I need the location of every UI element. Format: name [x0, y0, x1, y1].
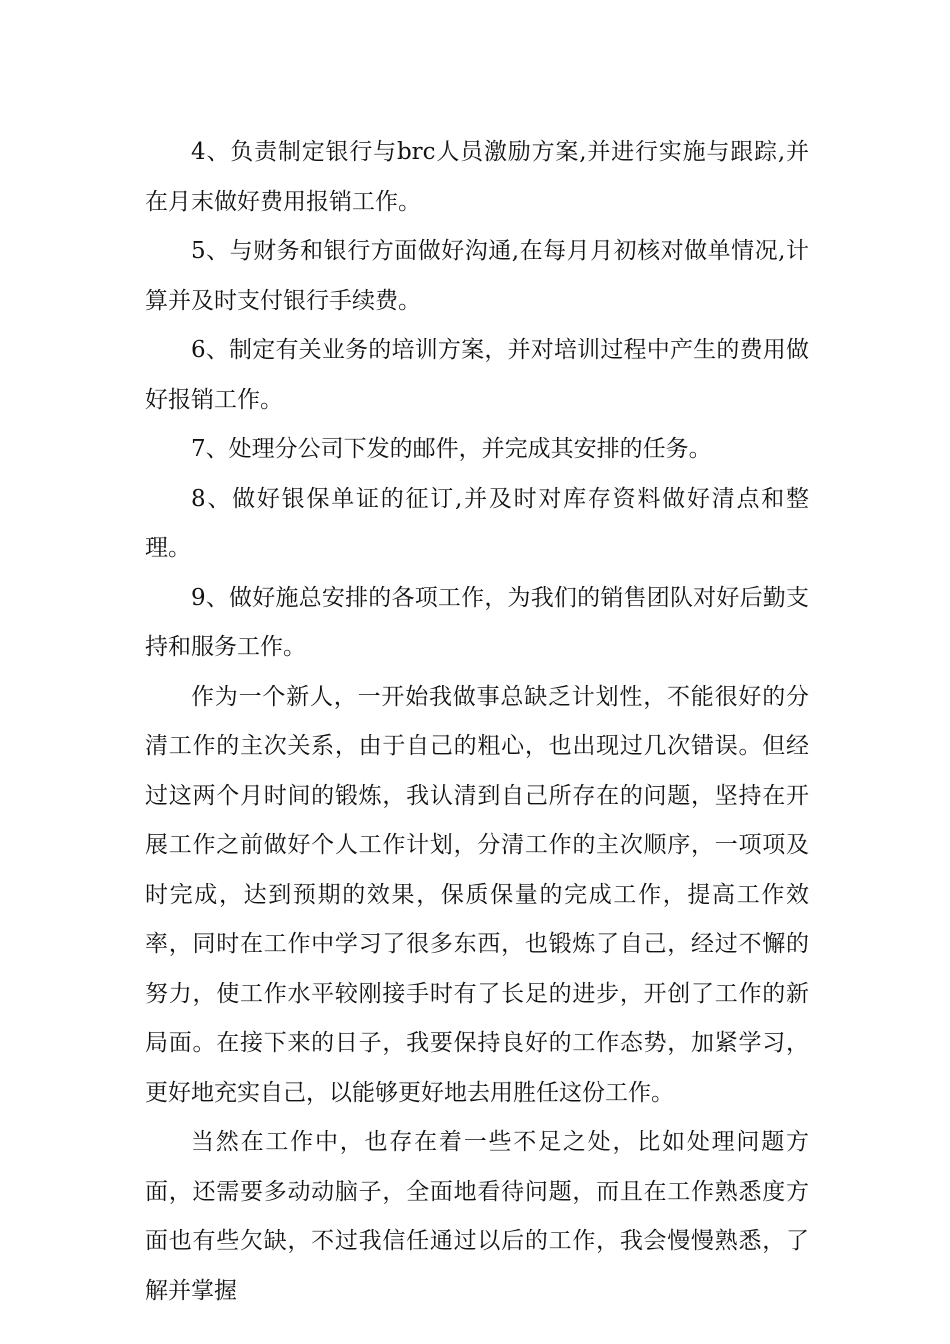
document-body: [145, 128, 809, 1316]
paragraph-shortcomings: 当然在工作中，也存在着一些不足之处，比如处理问题方面，还需要多动动脑子，全面地看待问题，而且在工作熟悉度方面也有些欠缺，不过我信任通过以后的工作，我会慢慢熟悉，了解并掌握: [145, 1129, 809, 1304]
paragraph-item-4: 4、负责制定银行与brc人员激励方案,并进行实施与跟踪,并在月末做好费用报销工作。: [145, 139, 809, 215]
paragraph-item-6: 6、制定有关业务的培训方案，并对培训过程中产生的费用做好报销工作。: [145, 337, 809, 413]
paragraph-item-8: 8、做好银保单证的征订,并及时对库存资料做好清点和整理。: [145, 485, 809, 561]
paragraph-item-7: 7、处理分公司下发的邮件，并完成其安排的任务。: [191, 436, 712, 462]
paragraph-newcomer-reflection: 作为一个新人，一开始我做事总缺乏计划性，不能很好的分清工作的主次关系，由于自己的粗心，也出现过几次错误。但经过这两个月时间的锻炼，我认清到自己所存在的问题，坚持在开展工作之前做好个人工作计划，分清工作的主次顺序，一项项及时完成，达到预期的效果，保质保量的完成工作，提高工作效率，同时在工作中学习了很多东西，也锻炼了自己，经过不懈的努力，使工作水平较刚接手时有了长足的进步，开创了工作的新局面。在接下来的日子，我要保持良好的工作态势，加紧学习，更好地充实自己，以能够更好地去用胜任这份工作。: [145, 683, 809, 1106]
paragraph-item-5: 5、与财务和银行方面做好沟通,在每月月初核对做单情况,计算并及时支付银行手续费。: [145, 238, 809, 314]
paragraph-item-9: 9、做好施总安排的各项工作，为我们的销售团队对好后勤支持和服务工作。: [145, 584, 809, 660]
